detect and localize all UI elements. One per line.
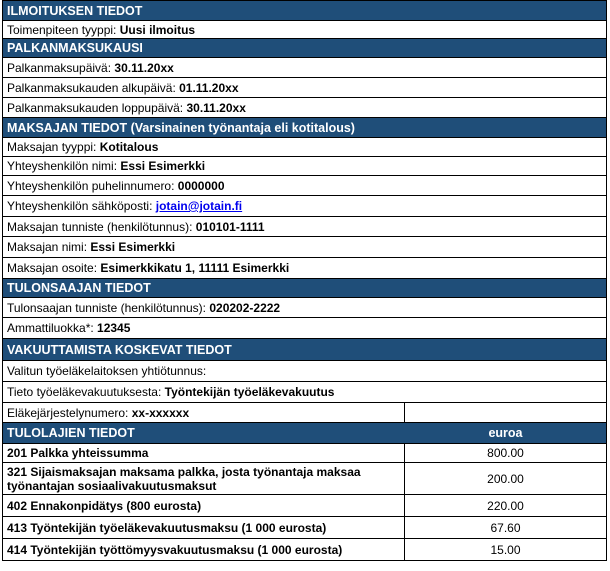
field-alkupaiva (2, 78, 607, 98)
field-label: Valitun työeläkelaitoksen yhtiötunnus: (7, 364, 207, 378)
field-label: Tieto työeläkevakuutuksesta: (7, 385, 165, 399)
field-value: Työntekijän työeläkevakuutus (164, 385, 335, 399)
field-yhtiotunnus (2, 361, 607, 382)
field-value: xx-xxxxxx (131, 405, 190, 420)
field-tyoelakevakuutus (2, 382, 607, 403)
field-elakejarjestely (2, 403, 607, 423)
section-title: PALKANMAKSUKAUSI (7, 41, 143, 55)
field-label: Maksajan tunniste (henkilötunnus): (7, 219, 196, 234)
field-loppupaiva (2, 98, 607, 118)
field-label: Yhteyshenkilön nimi: (7, 159, 121, 173)
income-type-label: 201 Palkka yhteissumma (3, 444, 405, 462)
field-value: Essi Esimerkki (90, 240, 176, 254)
section-header-ilmoitus (2, 0, 607, 21)
income-type-label: 402 Ennakonpidätys (800 eurosta) (3, 495, 405, 516)
field-maksajan-tunniste (2, 217, 607, 237)
field-maksajan-osoite (2, 258, 607, 279)
section-header-maksaja (2, 118, 607, 138)
table-row (2, 495, 607, 517)
field-label: Maksajan osoite: (7, 261, 101, 275)
section-title: ILMOITUKSEN TIEDOT (7, 3, 143, 18)
table-row (2, 517, 607, 539)
field-puhelinnumero (2, 176, 607, 196)
field-label: Yhteyshenkilön puhelinnumero: (7, 178, 178, 193)
field-value: 01.11.20xx (179, 80, 239, 95)
field-maksajan-tyyppi (2, 138, 607, 157)
empty-cell (405, 403, 606, 422)
field-label: Yhteyshenkilön sähköposti: (7, 199, 156, 213)
section-header-tulonsaaja (2, 279, 607, 298)
field-value: 020202-2222 (209, 300, 281, 315)
field-toimenpide (2, 21, 607, 39)
field-value: 0000000 (177, 178, 225, 193)
field-sahkoposti (2, 196, 607, 217)
field-label: Palkanmaksupäivä: (7, 60, 115, 75)
income-amount: 220.00 (487, 498, 524, 513)
section-title: VAKUUTTAMISTA KOSKEVAT TIEDOT (7, 342, 232, 357)
field-yhteyshenkilo (2, 157, 607, 176)
field-maksajan-nimi (2, 237, 607, 258)
email-link[interactable]: jotain@jotain.fi (155, 199, 243, 213)
table-row (2, 463, 607, 495)
section-header-palkanmaksukausi (2, 39, 607, 58)
section-header-tulolajit (2, 423, 607, 444)
field-label: Palkanmaksukauden alkupäivä: (7, 80, 180, 95)
table-row (2, 444, 607, 463)
field-value: 30.11.20xx (114, 60, 174, 75)
field-tulonsaajan-tunniste (2, 298, 607, 318)
currency-header: euroa (488, 426, 523, 440)
field-cell (3, 403, 405, 422)
section-header-vakuuttaminen (2, 339, 607, 361)
income-amount: 200.00 (487, 471, 524, 486)
field-maksupaiva (2, 58, 607, 78)
income-amount: 67.60 (490, 520, 521, 535)
field-label: Toimenpiteen tyyppi: (7, 22, 120, 37)
field-value: 30.11.20xx (186, 100, 246, 115)
section-title: TULONSAAJAN TIEDOT (7, 281, 151, 295)
field-value: Essi Esimerkki (120, 159, 206, 173)
table-row (2, 539, 607, 561)
section-title: TULOLAJIEN TIEDOT (7, 426, 135, 440)
field-value: Uusi ilmoitus (119, 22, 196, 37)
field-value: 12345 (97, 321, 131, 335)
income-type-label: 321 Sijaismaksajan maksama palkka, josta työnantaja maksaa työnantajan sosiaalivakuutusmaksut (3, 463, 405, 494)
field-value: Kotitalous (99, 140, 159, 154)
section-title: MAKSAJAN TIEDOT (Varsinainen työnantaja eli kotitalous) (7, 120, 355, 135)
field-value: 010101-1111 (195, 219, 265, 234)
payroll-report-form (2, 0, 607, 561)
field-label: Maksajan nimi: (7, 240, 91, 254)
field-label: Eläkejärjestelynumero: (7, 405, 132, 420)
field-value: Esimerkkikatu 1, 11111 Esimerkki (100, 261, 290, 275)
income-amount: 800.00 (487, 446, 524, 460)
field-label: Palkanmaksukauden loppupäivä: (7, 100, 187, 115)
income-type-label: 413 Työntekijän työeläkevakuutusmaksu (1 000 eurosta) (3, 517, 405, 538)
field-label: Tulonsaajan tunniste (henkilötunnus): (7, 300, 210, 315)
field-ammattiluokka (2, 318, 607, 339)
field-label: Ammattiluokka*: (7, 321, 98, 335)
income-type-label: 414 Työntekijän työttömyysvakuutusmaksu (1 000 eurosta) (3, 539, 405, 560)
income-amount: 15.00 (490, 542, 521, 557)
field-label: Maksajan tyyppi: (7, 140, 100, 154)
